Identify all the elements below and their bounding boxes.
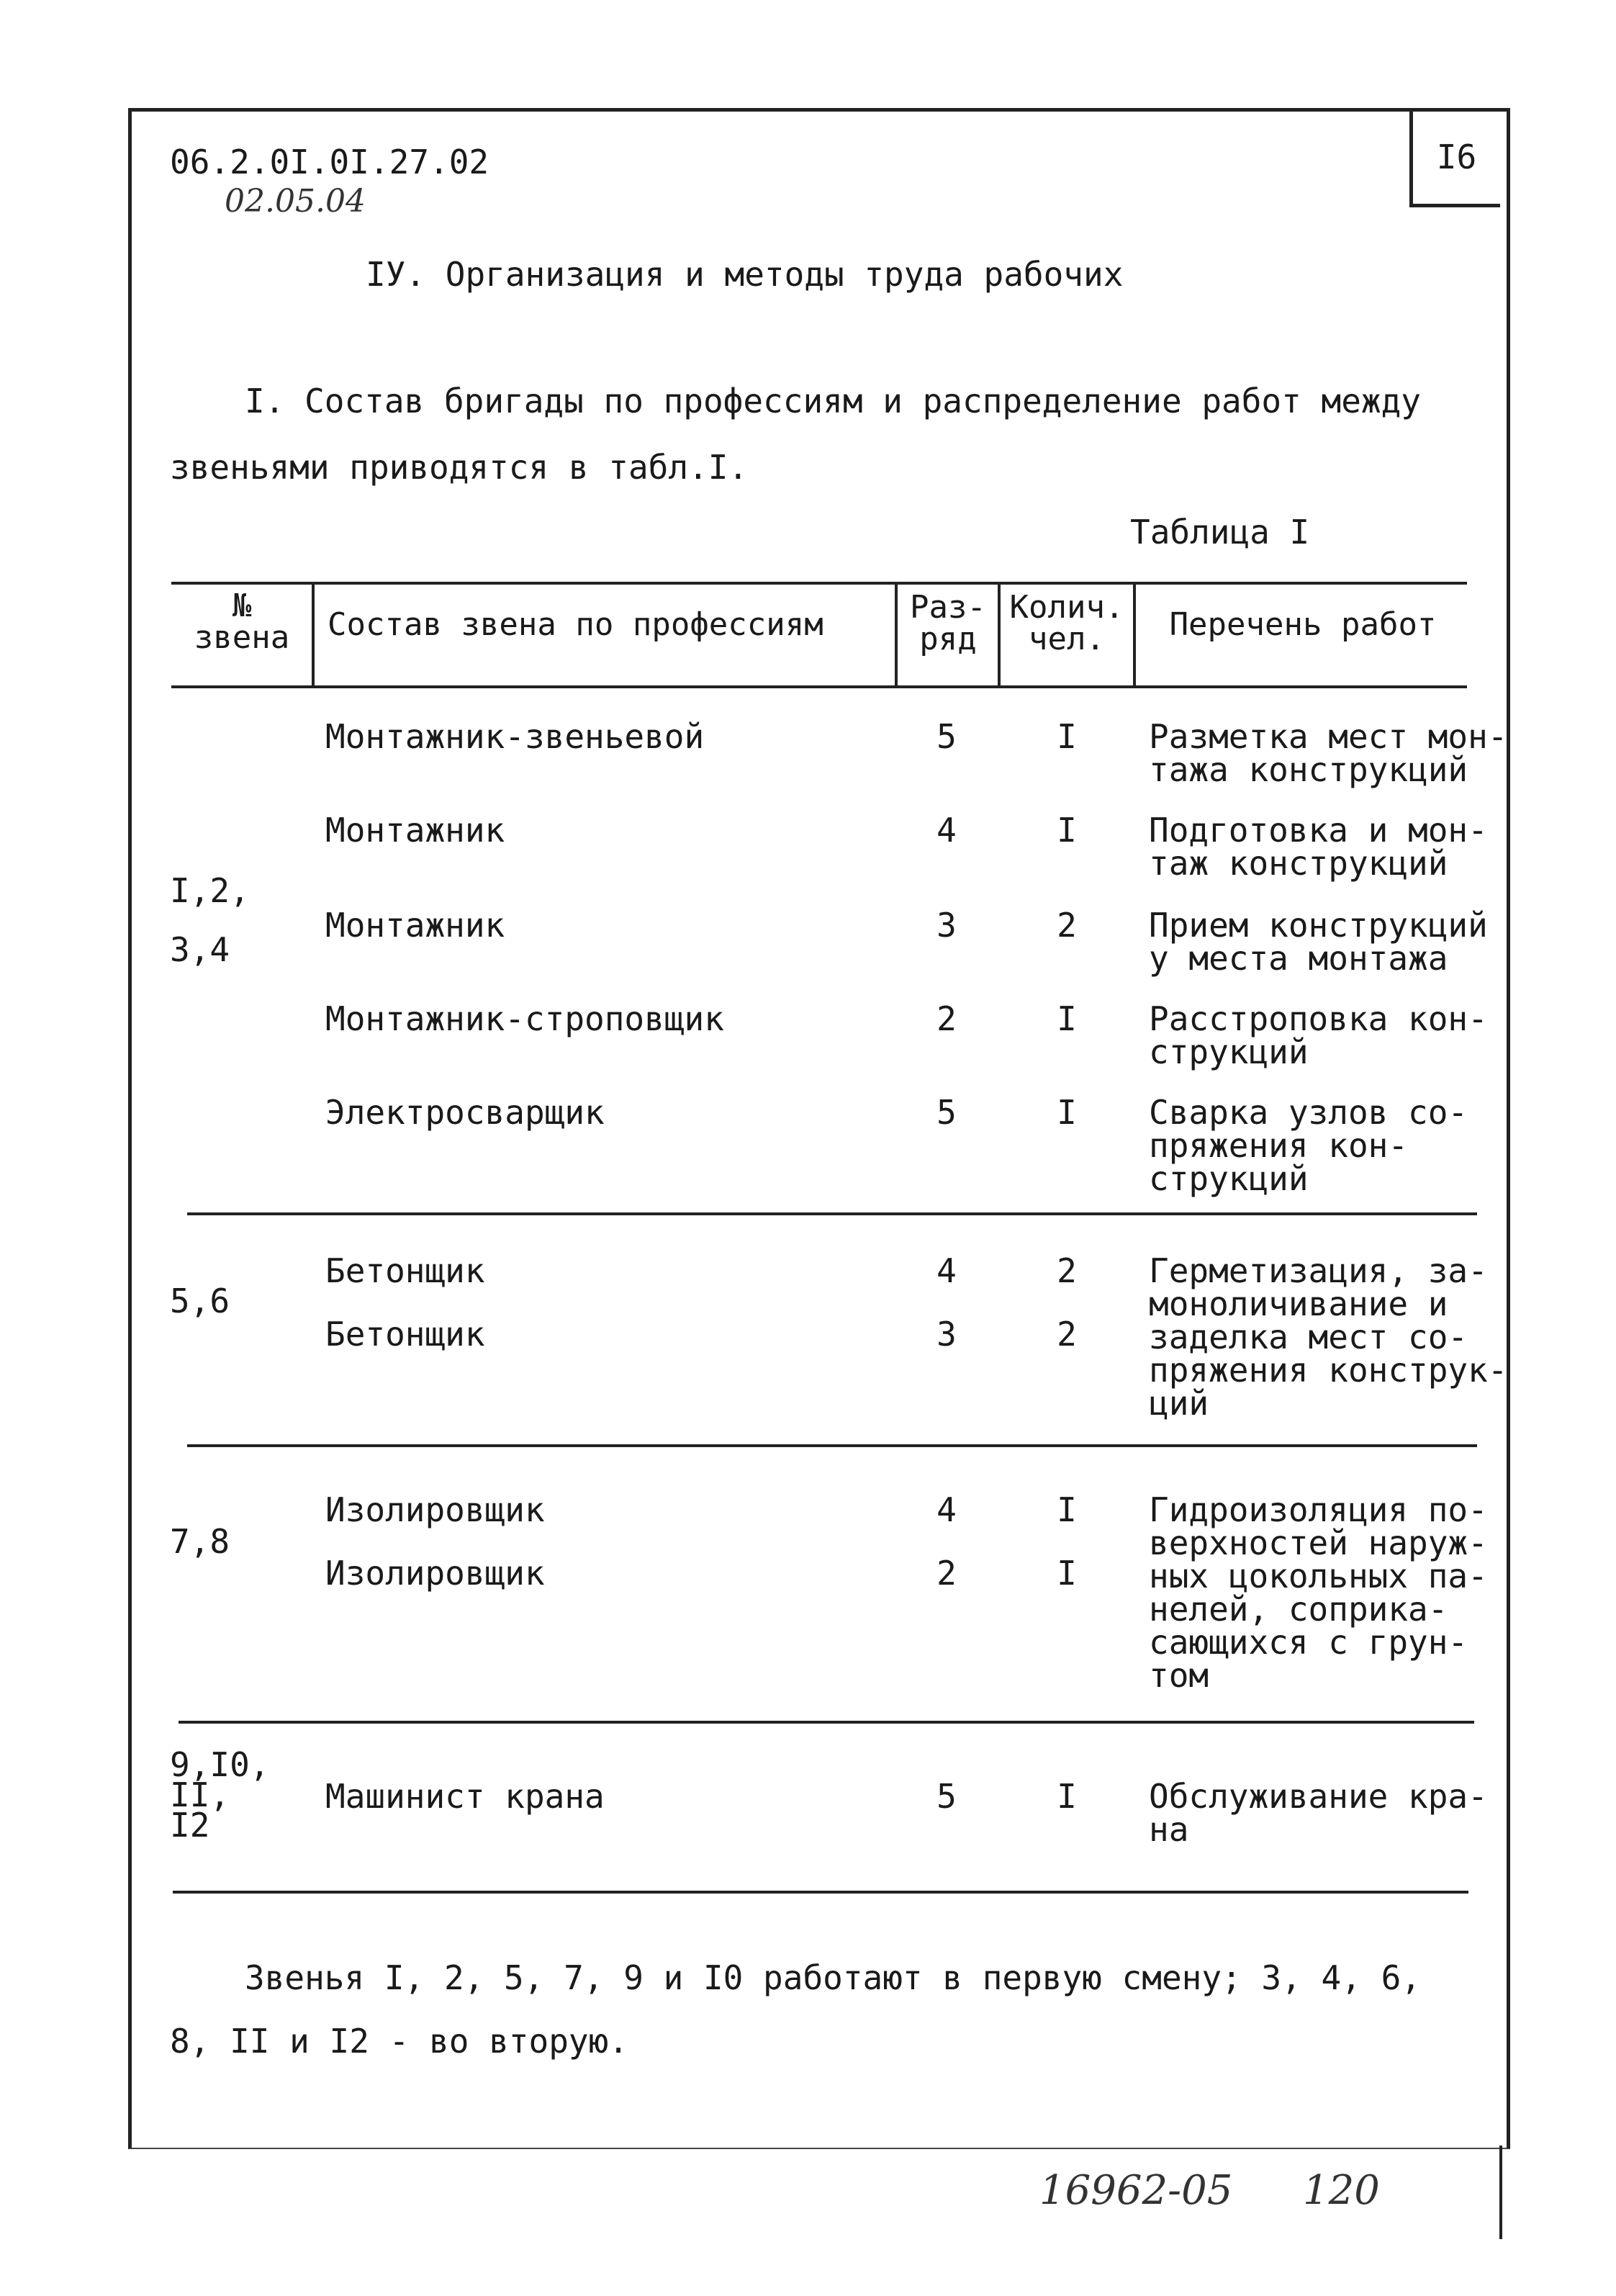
count-cell: I — [1057, 1554, 1077, 1593]
table-top-rule — [171, 582, 1467, 585]
profession-cell: Изолировщик — [325, 1490, 545, 1529]
group-divider — [187, 1444, 1477, 1447]
header-composition: Состав звена по профессиям — [328, 606, 823, 643]
shift-note-line-1: Звенья I, 2, 5, 7, 9 и I0 работают в первую смену; 3, 4, 6, — [245, 1958, 1421, 1997]
paragraph-line-2: звеньями приводятся в табл.I. — [170, 448, 749, 487]
document-code: 06.2.0I.0I.27.02 — [170, 143, 489, 181]
count-cell: I — [1057, 811, 1077, 850]
header-divider — [895, 582, 898, 688]
archive-number: 16962-05 — [1039, 2167, 1233, 2214]
shift-note-line-2: 8, II и I2 - во вторую. — [170, 2022, 628, 2061]
unit-cell: 9,I0, II, I2 — [170, 1745, 270, 1845]
section-title: IУ. Организация и методы труда рабочих — [366, 255, 1124, 294]
header-unit: № звена — [194, 587, 290, 656]
grade-cell: 2 — [936, 1554, 957, 1593]
grade-cell: 4 — [936, 811, 957, 850]
unit-cell: 7,8 — [170, 1522, 230, 1561]
work-cell: Обслуживание кра- на — [1149, 1777, 1488, 1849]
count-cell: 2 — [1057, 1251, 1077, 1290]
header-works: Перечень работ — [1169, 606, 1437, 643]
table-bottom-rule — [173, 1891, 1468, 1894]
count-cell: I — [1057, 717, 1077, 756]
paragraph-line-1: I. Состав бригады по профессиям и распределение работ между — [245, 382, 1421, 420]
unit-cell: I,2, 3,4 — [170, 871, 250, 969]
grade-cell: 4 — [936, 1490, 957, 1529]
work-cell: Подготовка и мон- таж конструкций — [1149, 811, 1488, 883]
grade-cell: 5 — [936, 717, 957, 756]
grade-cell: 5 — [936, 1093, 957, 1132]
profession-cell: Изолировщик — [325, 1554, 545, 1593]
count-cell: I — [1057, 1093, 1077, 1132]
profession-cell: Монтажник — [325, 811, 505, 850]
profession-cell: Монтажник — [325, 906, 505, 945]
work-cell: Герметизация, за- моноличивание и заделка мест со- пряжения конструк- ций — [1149, 1251, 1508, 1423]
profession-cell: Бетонщик — [325, 1251, 485, 1290]
table-header-bottom-rule — [171, 685, 1467, 688]
handwritten-date: 02.05.04 — [225, 183, 366, 220]
count-cell: I — [1057, 999, 1077, 1038]
sheet-number: 120 — [1303, 2167, 1380, 2214]
work-cell: Гидроизоляция по- верхностей наруж- ных цокольных па- нелей, соприка- сающихся с грун- том — [1149, 1490, 1488, 1695]
profession-cell: Монтажник-строповщик — [325, 999, 724, 1038]
grade-cell: 3 — [936, 906, 957, 945]
work-cell: Прием конструкций у места монтажа — [1149, 906, 1488, 978]
grade-cell: 5 — [936, 1777, 957, 1816]
grade-cell: 2 — [936, 999, 957, 1038]
count-cell: I — [1057, 1490, 1077, 1529]
frame-edge — [1499, 2146, 1502, 2239]
count-cell: I — [1057, 1777, 1077, 1816]
profession-cell: Электросварщик — [325, 1093, 605, 1132]
header-divider — [312, 582, 315, 688]
header-count: Колич. чел. — [1009, 589, 1124, 657]
page-number: I6 — [1409, 109, 1500, 207]
grade-cell: 3 — [936, 1315, 957, 1354]
table-caption: Таблица I — [1130, 513, 1310, 552]
count-cell: 2 — [1057, 906, 1077, 945]
profession-cell: Бетонщик — [325, 1315, 485, 1354]
grade-cell: 4 — [936, 1251, 957, 1290]
work-cell: Расстроповка кон- струкций — [1149, 999, 1488, 1071]
group-divider — [179, 1721, 1474, 1724]
group-divider — [187, 1212, 1477, 1215]
profession-cell: Монтажник-звеньевой — [325, 717, 705, 756]
header-divider — [1133, 582, 1136, 688]
header-grade: Раз- ряд — [910, 589, 986, 657]
work-cell: Сварка узлов со- пряжения кон- струкций — [1149, 1093, 1468, 1198]
work-cell: Разметка мест мон- тажа конструкций — [1149, 717, 1508, 789]
profession-cell: Машинист крана — [325, 1777, 605, 1816]
count-cell: 2 — [1057, 1315, 1077, 1354]
unit-cell: 5,6 — [170, 1282, 230, 1320]
